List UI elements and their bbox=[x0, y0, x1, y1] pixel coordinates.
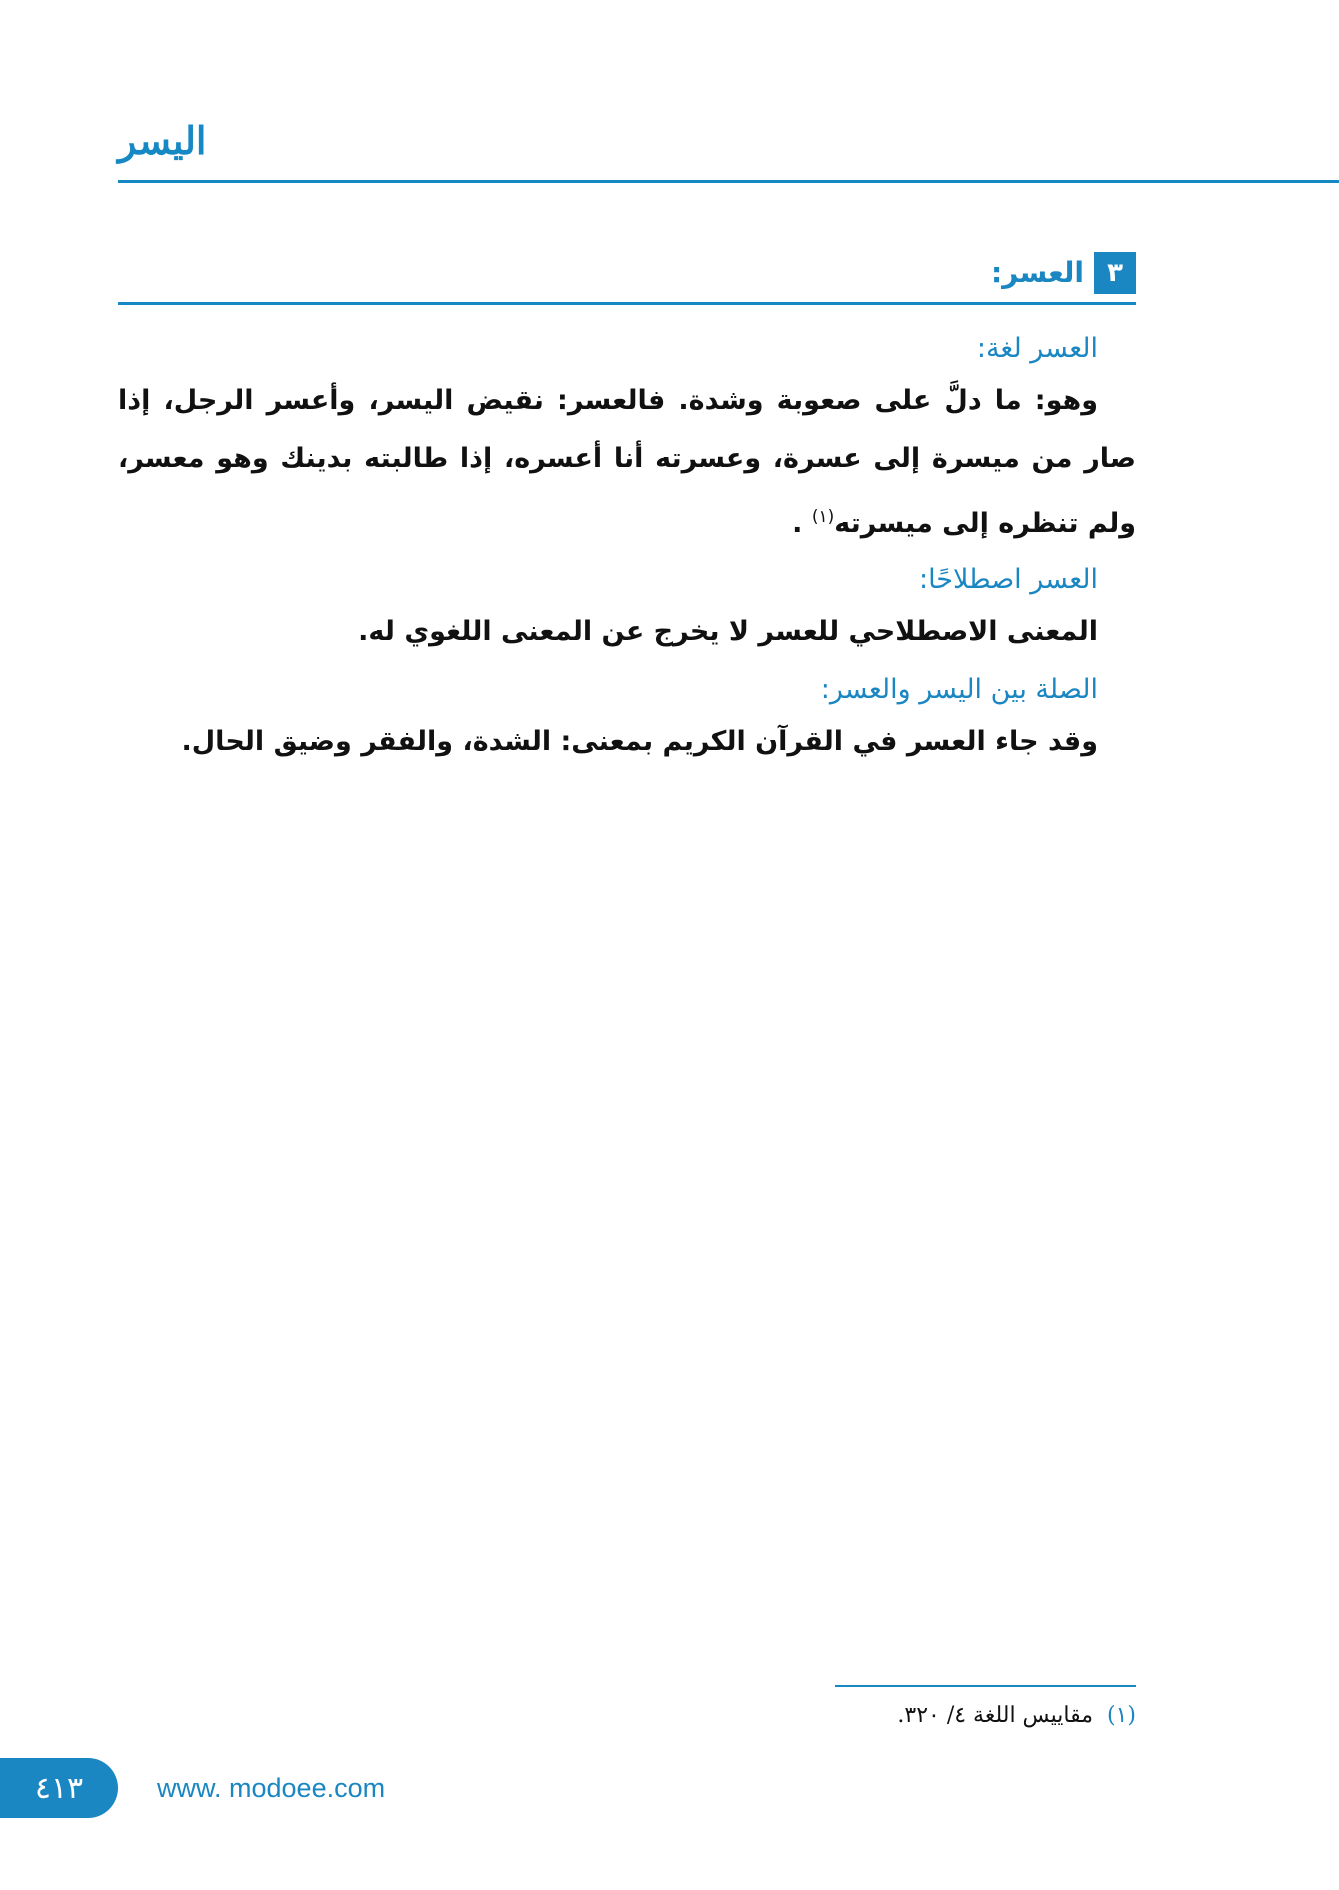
website-link[interactable]: www. modoee.com bbox=[157, 1773, 386, 1803]
lang-definition-text: وهو: ما دلَّ على صعوبة وشدة. فالعسر: نقيض اليسر، وأعسر الرجل، إذا صار من ميسرة إلى عسرة، وعسرته أنا أعسره، إذا طالبته بدينك وهو معسر، ولم تنظره إلى ميسرته bbox=[118, 385, 1136, 539]
term-definition-heading: العسر اصطلاحًا: bbox=[918, 564, 1098, 595]
section-title: العسر: bbox=[990, 256, 1084, 289]
lang-definition-end: . bbox=[792, 508, 803, 539]
lang-definition-paragraph bbox=[118, 372, 1136, 553]
lang-definition-heading: العسر لغة: bbox=[976, 333, 1098, 364]
footnote-item bbox=[735, 1698, 1136, 1734]
footnote-divider bbox=[835, 1685, 1136, 1687]
footnote-number: (١) bbox=[1106, 1703, 1136, 1728]
section-number-badge: ٣ bbox=[1094, 252, 1136, 294]
footnote-reference[interactable]: (١) bbox=[811, 507, 835, 527]
section-divider bbox=[118, 302, 1136, 305]
term-definition-text: المعنى الاصطلاحي للعسر لا يخرج عن المعنى اللغوي له. bbox=[358, 616, 1098, 647]
page-number-badge: ٤١٣ bbox=[0, 1758, 118, 1818]
main-content bbox=[118, 326, 1136, 777]
page-header-title: اليسر bbox=[118, 118, 207, 163]
footnote-text: مقاييس اللغة ٤/ ٣٢٠. bbox=[897, 1703, 1093, 1728]
header-divider bbox=[118, 180, 1339, 183]
relation-text: وقد جاء العسر في القرآن الكريم بمعنى: الشدة، والفقر وضيق الحال. bbox=[181, 726, 1098, 757]
relation-heading: الصلة بين اليسر والعسر: bbox=[820, 674, 1098, 705]
section-heading bbox=[118, 252, 1136, 296]
